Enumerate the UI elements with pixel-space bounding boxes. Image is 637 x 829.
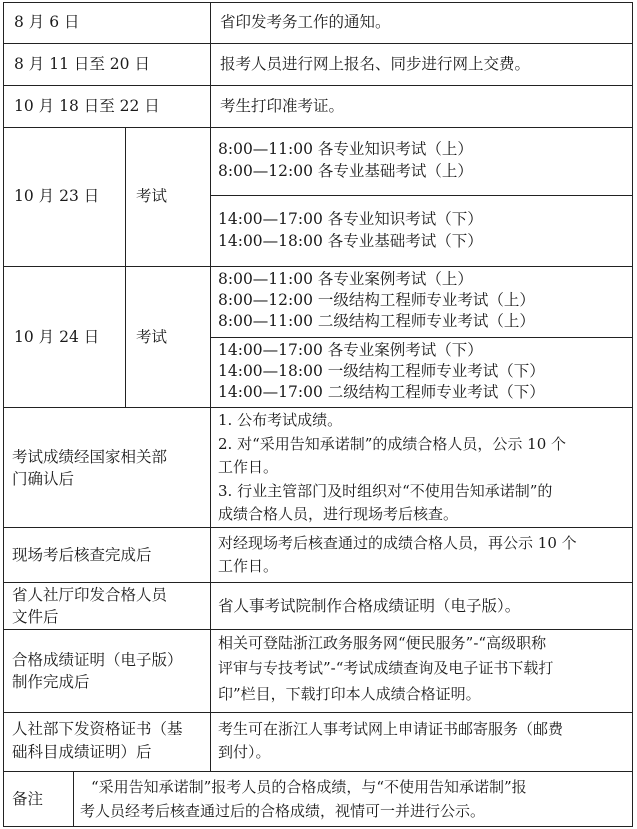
session-line: 8:00—11:00 各专业案例考试（上） bbox=[218, 270, 473, 288]
date-cell: 8 月 11 日至 20 日 bbox=[14, 55, 150, 73]
content-line: 评审与专技考试”-“考试成绩查询及电子证书下载打 bbox=[218, 659, 554, 677]
session-line: 14:00—17:00 各专业案例考试（下） bbox=[218, 341, 483, 359]
content-line: 工作日。 bbox=[218, 557, 279, 575]
exam-type-cell: 考试 bbox=[136, 328, 168, 346]
border-v bbox=[632, 2, 633, 827]
remark-line: “采用告知承诺制”报考人员的合格成绩，与“不使用告知承诺制”报 bbox=[91, 778, 527, 796]
content-line: 考生可在浙江人事考试网上申请证书邮寄服务（邮费 bbox=[218, 720, 564, 738]
content-line: 印”栏目，下载打印本人成绩合格证明。 bbox=[218, 685, 481, 703]
content-line: 成绩合格人员，进行现场考后核查。 bbox=[218, 505, 459, 523]
border-h bbox=[3, 629, 633, 630]
border-h bbox=[3, 127, 633, 128]
content-cell: 报考人员进行网上报名、同步进行网上交费。 bbox=[220, 55, 531, 73]
stage-label: 考试成绩经国家相关部 bbox=[12, 448, 168, 466]
stage-label: 现场考后核查完成后 bbox=[12, 546, 152, 564]
border-v bbox=[125, 127, 126, 408]
session-line: 14:00—18:00 各专业基础考试（下） bbox=[218, 232, 483, 250]
session-line: 14:00—17:00 二级结构工程师专业考试（下） bbox=[218, 383, 545, 401]
stage-label: 制作完成后 bbox=[12, 673, 90, 691]
date-cell: 10 月 23 日 bbox=[14, 187, 100, 205]
remark-line: 考人员经考后核查通过后的合格成绩，视情可一并进行公示。 bbox=[80, 802, 486, 820]
content-line: 相关可登陆浙江政务服务网“便民服务”-“高级职称 bbox=[218, 634, 547, 652]
border-h bbox=[3, 582, 633, 583]
content-line: 对经现场考后核查通过的成绩合格人员，再公示 10 个 bbox=[218, 534, 577, 552]
exam-type-cell: 考试 bbox=[136, 187, 168, 205]
session-line: 14:00—18:00 一级结构工程师专业考试（下） bbox=[218, 362, 545, 380]
border-v bbox=[210, 2, 211, 772]
date-cell: 10 月 18 日至 22 日 bbox=[14, 97, 160, 115]
stage-label: 省人社厅印发合格人员 bbox=[12, 586, 168, 604]
content-cell: 考生打印准考证。 bbox=[220, 97, 345, 115]
border-h bbox=[210, 337, 633, 338]
content-cell: 省印发考务工作的通知。 bbox=[220, 13, 391, 31]
border-h bbox=[3, 527, 633, 528]
remark-label: 备注 bbox=[12, 790, 44, 808]
border-h bbox=[3, 712, 633, 713]
border-h bbox=[210, 195, 633, 196]
border-h bbox=[3, 407, 633, 408]
date-cell: 8 月 6 日 bbox=[14, 13, 80, 31]
border-v bbox=[73, 771, 74, 827]
session-line: 8:00—12:00 一级结构工程师专业考试（上） bbox=[218, 291, 535, 309]
border-h bbox=[3, 771, 633, 772]
session-line: 8:00—12:00 各专业基础考试（上） bbox=[218, 162, 473, 180]
content-line: 3. 行业主管部门及时组织对“不使用告知承诺制”的 bbox=[218, 482, 553, 500]
content-line: 到付）。 bbox=[218, 743, 271, 761]
border-h bbox=[3, 266, 633, 267]
content-line: 1. 公布考试成绩。 bbox=[218, 411, 343, 429]
session-line: 8:00—11:00 各专业知识考试（上） bbox=[218, 140, 473, 158]
content-line: 工作日。 bbox=[218, 458, 279, 476]
border-h bbox=[3, 826, 633, 827]
date-cell: 10 月 24 日 bbox=[14, 328, 100, 346]
border-h bbox=[3, 43, 633, 44]
stage-label: 文件后 bbox=[12, 608, 59, 626]
border-v bbox=[3, 2, 4, 827]
stage-label: 人社部下发资格证书（基 bbox=[12, 720, 183, 738]
stage-label: 合格成绩证明（电子版） bbox=[12, 651, 183, 669]
session-line: 8:00—11:00 二级结构工程师专业考试（上） bbox=[218, 312, 535, 330]
stage-label: 础科目成绩证明）后 bbox=[12, 743, 152, 761]
content-cell: 省人事考试院制作合格成绩证明（电子版）。 bbox=[218, 597, 521, 615]
content-line: 2. 对“采用告知承诺制”的成绩合格人员，公示 10 个 bbox=[218, 435, 567, 453]
stage-label: 门确认后 bbox=[12, 470, 75, 488]
border-h bbox=[3, 2, 633, 3]
border-h bbox=[3, 85, 633, 86]
session-line: 14:00—17:00 各专业知识考试（下） bbox=[218, 210, 483, 228]
